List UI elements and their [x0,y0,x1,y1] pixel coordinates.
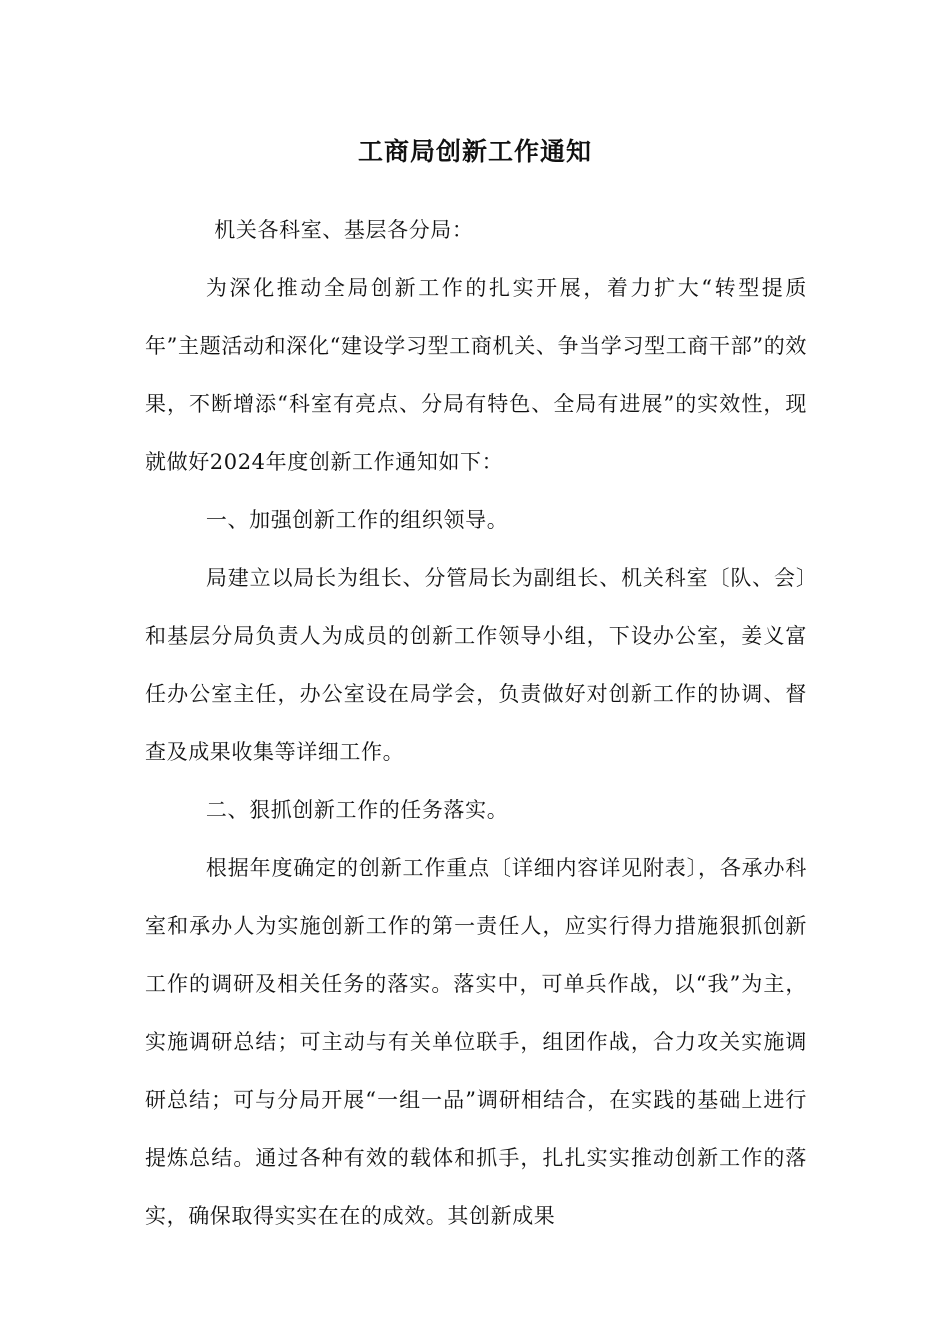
paragraph-intro: 为深化推动全局创新工作的扎实开展，着力扩大“转型提质年”主题活动和深化“建设学习型工商机关、争当学习型工商干部”的效果，不断增添“科室有亮点、分局有特色、全局有进展”的实效性，现就做好2024年度创新工作通知如下： [145,276,807,474]
paragraph-section-2: 根据年度确定的创新工作重点〔详细内容详见附表〕，各承办科室和承办人为实施创新工作的第一责任人，应实行得力措施狠抓创新工作的调研及相关任务的落实。落实中，可单兵作战，以“我”为主，实施调研总结；可主动与有关单位联手，组团作战，合力攻关实施调研总结；可与分局开展“一组一品”调研相结合，在实践的基础上进行提炼总结。通过各种有效的载体和抓手，扎扎实实推动创新工作的落实，确保取得实实在在的成效。其创新成果 [145,856,807,1228]
document-title: 工商局创新工作通知 [357,137,592,166]
document-body [145,201,807,1245]
section-heading-2: 二、狠抓创新工作的任务落实。 [205,798,509,822]
salutation: 机关各科室、基层各分局： [214,218,474,242]
paragraph-section-1: 局建立以局长为组长、分管局长为副组长、机关科室〔队、会〕和基层分局负责人为成员的创新工作领导小组，下设办公室，姜义富任办公室主任，办公室设在局学会，负责做好对创新工作的协调、督查及成果收集等详细工作。 [145,566,807,764]
section-heading-1: 一、加强创新工作的组织领导。 [205,508,509,532]
